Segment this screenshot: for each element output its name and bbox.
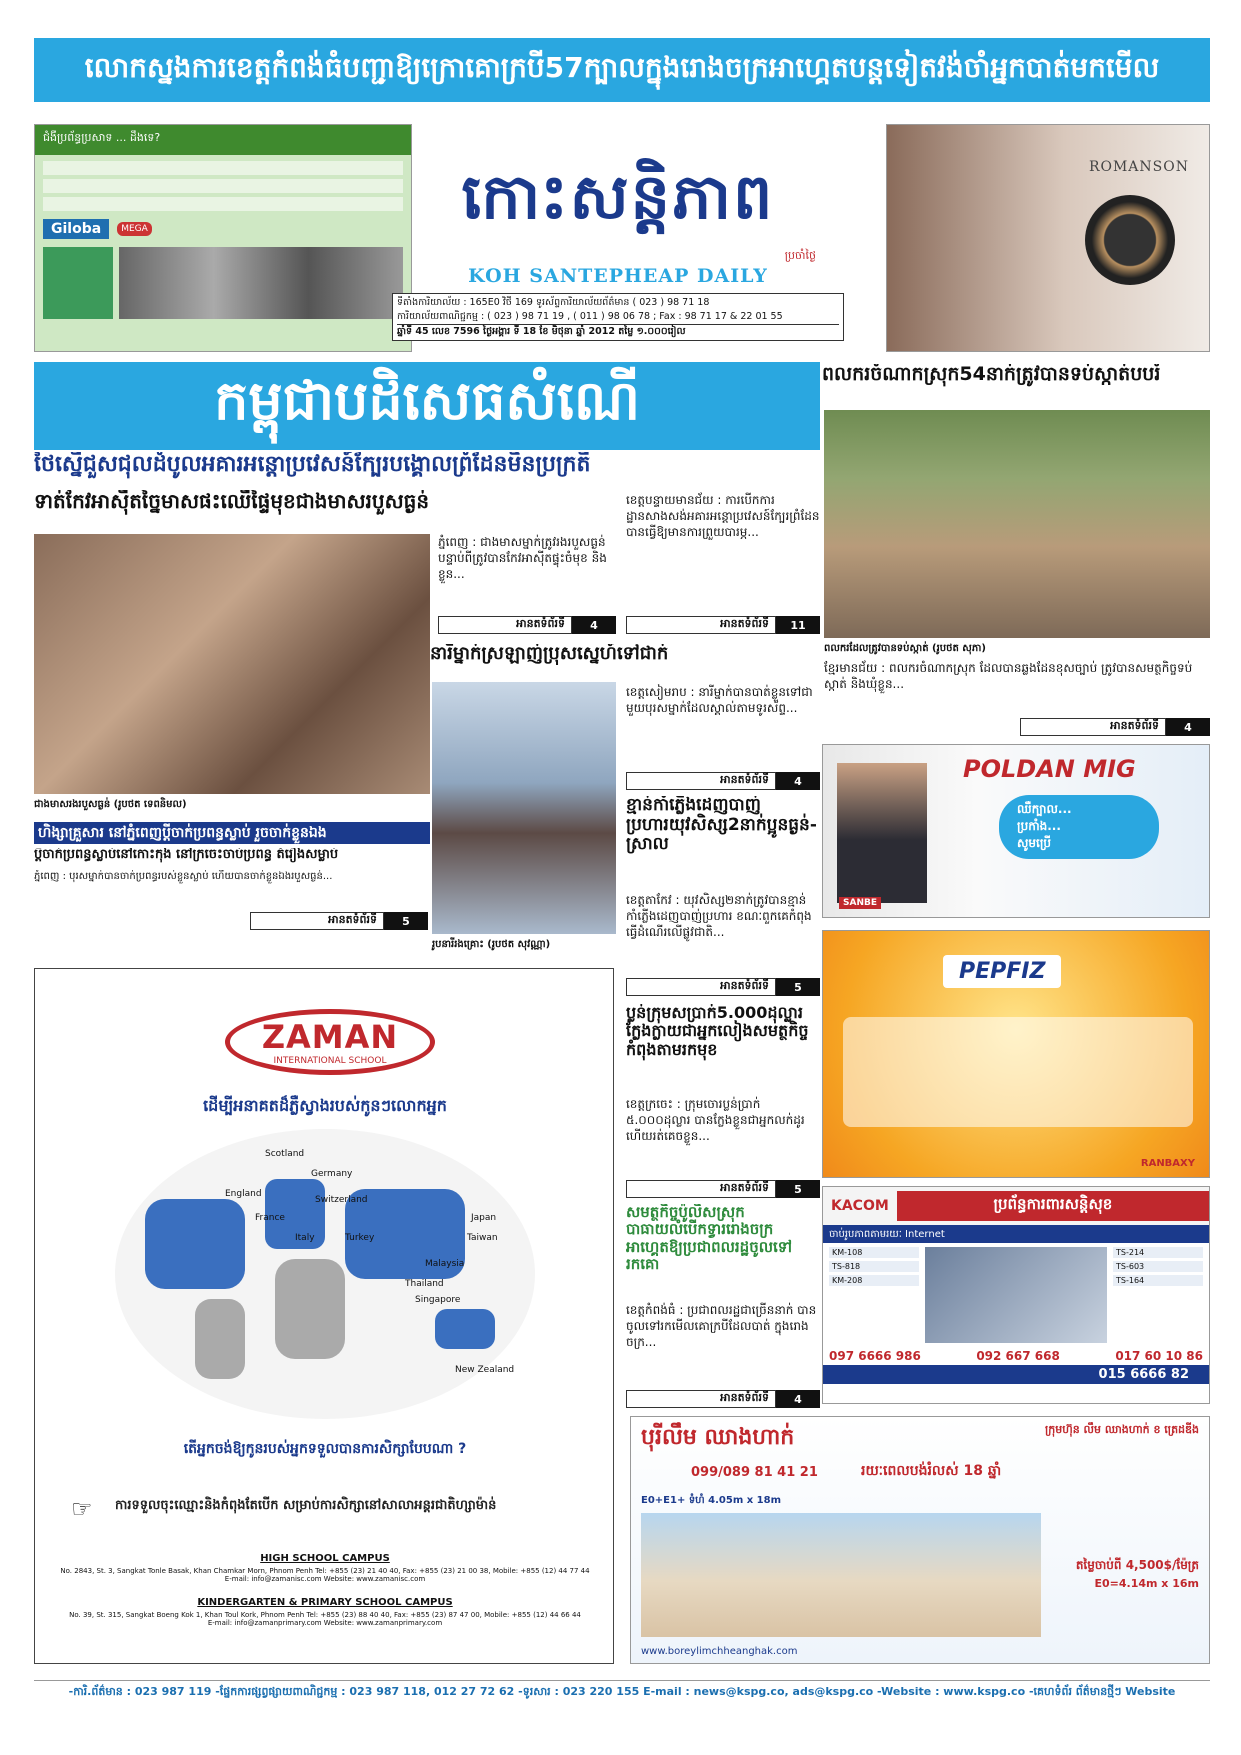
exclusive-subhead: ថៃស្នើជួសជុលដំបូលអគារអន្តោប្រវេសន៍ក្បែរបង្គោលព្រំដែនមិនប្រក្រតី <box>34 452 591 477</box>
map-label: Malaysia <box>425 1259 465 1269</box>
borey-size2: E0=4.14m x 16m <box>1094 1577 1199 1590</box>
masthead-info-line1: ទីតាំងការិយាល័យ : 165E0 វិថី 169 ទូរស័ព្ទការិយាល័យព័ត៌មាន ( 023 ) 98 71 18 <box>397 297 710 308</box>
borey-company: ក្រុមហ៊ុន លឹម ឈាងហាក់ ខ ត្រេដឌីង <box>1045 1423 1199 1436</box>
kacom-line: ចាប់រូបភាពតាមរយៈ Internet <box>823 1225 1209 1243</box>
poldan-brand: POLDAN MIG <box>963 755 1136 783</box>
zaman-campus2-title: KINDERGARTEN & PRIMARY SCHOOL CAMPUS <box>197 1597 453 1608</box>
kacom-model: TS-603 <box>1113 1261 1203 1272</box>
map-label: France <box>255 1213 285 1223</box>
zaman-campus1-mail: E-mail: info@zamanisc.com Website: www.zamanisc.com <box>224 1575 426 1583</box>
pointing-hand-icon: ☞ <box>71 1495 93 1523</box>
story-girl-caption: រូបនារីរងគ្រោះ (រូបថត សុវណ្ណា) <box>432 939 551 950</box>
pepfiz-product-panel <box>843 1017 1193 1127</box>
zaman-campus1-title: HIGH SCHOOL CAMPUS <box>260 1553 390 1564</box>
story-money-body: ខេត្តក្រចេះ : ក្រុមចោរប្លន់ប្រាក់ ៥.០០០ដុល្លារ បានក្លែងខ្លួនជាអ្នកលក់ដូរ ហើយរត់គេចខ្លួន... <box>626 1097 805 1144</box>
map-label: Turkey <box>345 1233 375 1243</box>
ad-giloba[interactable] <box>34 124 412 352</box>
kacom-brand: KACOM <box>831 1198 889 1214</box>
borey-website[interactable]: www.boreylimchheanghak.com <box>641 1646 798 1657</box>
story-money-headline: ប្លន់ក្រុមសប្រាក់5.000ដុល្លារ ក្លែងក្លាយជាអ្នកលៀងសមត្ថកិច្ចកំពុងតាមរកមុខ <box>626 1004 809 1059</box>
kacom-phone2: 092 667 668 <box>976 1349 1060 1363</box>
ad-giloba-brand: Giloba <box>43 219 109 239</box>
ad-kacom[interactable] <box>822 1186 1210 1404</box>
zaman-logo <box>225 1009 435 1075</box>
story-gang-body: ខេត្តតាកែវ : យុវសិស្ស២នាក់ត្រូវបានខ្មាន់កាំភ្លើងដេញបាញ់ប្រហារ ខណៈពួកគេកំពុងធ្វើដំណើរលើផ្លូវជាតិ... <box>626 893 812 940</box>
story-factory-pageref[interactable]: អានតទំព័រទី 4 <box>626 1390 820 1408</box>
map-africa <box>275 1259 345 1359</box>
masthead <box>390 118 846 360</box>
zaman-campus2-addr: No. 39, St. 315, Sangkat Boeng Kok 1, Khan Toul Kork, Phnom Penh Tel: +855 (23) 88 40 40, Fax: +855 (23) 87 47 00, Mobile: +855 (12) 44 66 44 <box>69 1611 581 1619</box>
zaman-cta: ការទទួលចុះឈ្មោះនិងកំពុងតែបើក សម្រាប់ការសិក្សានៅសាលាអន្តរជាតិហ្សាម៉ាន់ <box>115 1498 497 1513</box>
kacom-model: TS-214 <box>1113 1247 1203 1258</box>
kacom-model: TS-164 <box>1113 1275 1203 1286</box>
kacom-title: ប្រព័ន្ធការពារសន្តិសុខ <box>897 1191 1209 1221</box>
kacom-phone3: 017 60 10 86 <box>1115 1349 1203 1363</box>
borey-house-photo <box>641 1513 1041 1637</box>
ad-pepfiz[interactable] <box>822 930 1210 1178</box>
product-box-image <box>43 247 113 319</box>
story-girl-body: ខេត្តសៀមរាប : នារីម្នាក់បានបាត់ខ្លួនទៅជាមួយបុរសម្នាក់ដែលស្គាល់តាមទូរស័ព្ទ... <box>626 685 813 716</box>
footer-contact: -ការិ.ព័ត៌មាន : 023 987 119 -ផ្នែកការផ្សព្វផ្សាយពាណិជ្ជកម្ម : 023 987 118, 012 27 72 62 -ទូរសារ : 023 220 155 E-mail : news@kspg.co, ads@kspg.co -Website : www.kspg.co -គេហទំព័រ ព័ត៌មានថ្មីៗ Website <box>34 1680 1210 1704</box>
map-australia <box>435 1309 495 1349</box>
map-south-america <box>195 1299 245 1379</box>
map-label: Singapore <box>415 1295 461 1305</box>
masthead-issue-line: ឆ្នាំទី 45 លេខ 7596 ថ្ងៃអង្គារ ទី 18 ខែ មិថុនា ឆ្នាំ 2012 តម្លៃ ១.០០០រៀល <box>397 324 839 339</box>
ad-giloba-headline: ជំងឺប្រព័ន្ធប្រសាទ ... ដឹងទេ? <box>35 125 411 155</box>
kacom-model: TS-818 <box>829 1261 919 1272</box>
borey-phone: 099/089 81 41 21 <box>691 1465 818 1480</box>
watch-icon <box>1085 195 1175 285</box>
map-label: Italy <box>295 1233 315 1243</box>
story-husband-headline: ហិង្សាគ្រួសារ នៅភ្នំពេញប្តីចាក់ប្រពន្ធស្លាប់ រួចចាក់ខ្លួនឯង <box>34 822 430 844</box>
zaman-campus2-mail: E-mail: info@zamanprimary.com Website: www.zamanprimary.com <box>207 1619 443 1627</box>
kacom-model: KM-208 <box>829 1275 919 1286</box>
masthead-subtitle: ប្រចាំថ្ងៃ <box>784 249 816 262</box>
masthead-title: កោះសន្តិភាព <box>461 160 775 233</box>
kacom-camera-photo <box>925 1247 1107 1343</box>
zaman-arc-text: ដើម្បីអនាគតដ៏ភ្លឺស្វាងរបស់កូនៗលោកអ្នក <box>203 1096 447 1115</box>
story-migrant-headline: ពលករចំណាកស្រុក54នាក់ត្រូវបានទប់ស្កាត់បបរំ <box>822 364 1161 385</box>
masthead-info-line2: ការិយាល័យពាណិជ្ជកម្ម : ( 023 ) 98 71 19 , ( 011 ) 98 06 78 ; Fax : 98 71 17 & 22 01 55 <box>397 310 783 322</box>
zaman-question: តើអ្នកចង់ឱ្យកូនរបស់អ្នកទទួលបានការសិក្សាបែបណា ? <box>183 1441 467 1457</box>
zaman-sub: INTERNATIONAL SCHOOL <box>273 1056 387 1066</box>
pepfiz-maker: RANBAXY <box>1140 1158 1195 1169</box>
map-label: Thailand <box>405 1279 444 1289</box>
map-label: England <box>225 1189 262 1199</box>
exclusive-banner: កម្ពុជាបដិសេធសំណើ <box>34 362 820 450</box>
story-migrant-pageref[interactable]: អានតទំព័រទី 4 <box>1020 718 1210 736</box>
kacom-model: KM-108 <box>829 1247 919 1258</box>
ad-giloba-items <box>35 155 411 217</box>
borey-title: បុរីលឹម ឈាងហាក់ <box>641 1425 795 1450</box>
zaman-brand: ZAMAN <box>261 1018 399 1056</box>
story-husband-body: ភ្នំពេញ : បុរសម្នាក់បានចាក់ប្រពន្ធរបស់ខ្លួនស្លាប់ ហើយបានចាក់ខ្លួនឯងរបួសធ្ងន់... <box>34 871 333 882</box>
borey-price: តម្លៃចាប់ពី 4,500$/ម៉ែត្រ <box>1075 1558 1199 1572</box>
story-husband-pageref[interactable]: អានតទំព័រទី 5 <box>250 912 428 930</box>
story-girl-headline: នារីម្នាក់ស្រឡាញ់ប្រុសស្នេហ៍ទៅជាក់ <box>430 644 669 664</box>
ad-poldan-mig[interactable] <box>822 744 1210 918</box>
ad-giloba-badge: MEGA <box>117 222 152 236</box>
poldan-maker: SANBE <box>839 897 881 909</box>
ad-romanson-brand: ROMANSON <box>1088 159 1189 175</box>
story-acid-caption: ជាងមាសរងរបួសធ្ងន់ (រូបថត ទេពនិមល) <box>34 799 187 810</box>
story-migrant-photo[interactable] <box>824 410 1210 638</box>
story-border-body: ខេត្តបន្ទាយមានជ័យ : ការបើកការដ្ឋានសាងសង់អគារអន្តោប្រវេសន៍ក្បែរព្រំដែន បានធ្វើឱ្យមានការព្រួយបារម្ភ... <box>626 493 820 540</box>
story-migrant-body: ខ្មែរមានជ័យ : ពលករចំណាកស្រុក ដែលបានឆ្លងដែនខុសច្បាប់ ត្រូវបានសមត្ថកិច្ចទប់ស្កាត់ និងឃុំខ្លួន... <box>824 661 1193 692</box>
story-border-pageref[interactable]: អានតទំព័រទី 11 <box>626 616 820 634</box>
borey-size1: E0+E1+ ទំហំ 4.05m x 18m <box>641 1495 782 1506</box>
map-label: Germany <box>311 1169 353 1179</box>
story-acid-photo[interactable] <box>34 534 430 794</box>
story-money-pageref[interactable]: អានតទំព័រទី 5 <box>626 1180 820 1198</box>
top-banner: លោកស្នងការខេត្តកំពង់ធំបញ្ជាឱ្យក្រោគោក្របី57ក្បាលក្នុងរោងចក្រអាហ្គេតបន្តទៀតវង់ចាំអ្នកបាត់មកមើល <box>34 38 1210 102</box>
map-label: Japan <box>471 1213 497 1223</box>
story-acid-pageref[interactable]: អានតទំព័រទី 4 <box>438 616 616 634</box>
story-girl-photo[interactable] <box>432 682 616 934</box>
masthead-english-title: KOH SANTEPHEAP DAILY <box>468 265 768 287</box>
poldan-bubble: ឈឺក្បាល... ប្រកាំង... សូមប្រើ <box>999 795 1159 859</box>
ad-borey[interactable] <box>630 1416 1210 1664</box>
story-gang-pageref[interactable]: អានតទំព័រទី 5 <box>626 978 820 996</box>
people-photo <box>119 247 403 319</box>
ad-zaman[interactable] <box>34 968 614 1664</box>
story-factory-headline: សមត្ថកិច្ចប៉ូលិសស្រុកបាធាយលំបើកទ្វាររោងចក្រ អាហ្គេតឱ្យប្រជាពលរដ្ឋចូលទៅរកគោ <box>626 1204 793 1273</box>
zaman-campus1-addr: No. 2843, St. 3, Sangkat Tonle Basak, Khan Chamkar Morn, Phnom Penh Tel: +855 (23) 21 40 40, Fax: +855 (23) 21 00 38, Mobile: +855 (12) 44 77 44 <box>60 1567 590 1575</box>
map-label: Switzerland <box>315 1195 368 1205</box>
story-husband-headline2: ប្តីចាក់ប្រពន្ធស្លាប់នៅកោះកុង នៅក្រចេះចាប់ប្រពន្ធ តំរៀងសម្លាប់ <box>34 848 339 862</box>
world-map <box>115 1129 535 1419</box>
kacom-phone1: 097 6666 986 <box>829 1349 921 1363</box>
map-label: New Zealand <box>455 1365 515 1375</box>
borey-installments: រយៈពេលបង់រំលស់ 18 ឆ្នាំ <box>861 1463 1002 1479</box>
story-gang-headline: ខ្មាន់កាំភ្លើងដេញបាញ់ប្រហារយុវសិស្ស2នាក់ប្អូនធ្ងន់-ស្រាល <box>626 796 817 855</box>
story-migrant-caption: ពលករដែលត្រូវបានទប់ស្កាត់ (រូបថត សុភា) <box>824 643 986 654</box>
map-label: Scotland <box>265 1149 305 1159</box>
story-acid-headline: ទាត់កែវអាស៊ីតច្នៃមាសផះឈើផ្ទៃមុខជាងមាសរបួសធ្ងន់ <box>34 490 430 513</box>
story-girl-pageref[interactable]: អានតទំព័រទី 4 <box>626 772 820 790</box>
man-headache-photo <box>837 763 927 903</box>
story-acid-body: ភ្នំពេញ : ជាងមាសម្នាក់ត្រូវរងរបួសធ្ងន់ បន្ទាប់ពីត្រូវបានកែវអាស៊ីតផ្ទុះចំមុខ និងខ្លួន... <box>438 535 607 582</box>
kacom-phone4: 015 6666 82 <box>823 1365 1209 1384</box>
map-north-america <box>145 1199 245 1289</box>
story-factory-body: ខេត្តកំពង់ធំ : ប្រជាពលរដ្ឋជាច្រើននាក់ បានចូលទៅរកមើលគោក្របីដែលបាត់ ក្នុងរោងចក្រ... <box>626 1303 817 1350</box>
pepfiz-brand: PEPFIZ <box>943 955 1061 988</box>
map-label: Taiwan <box>467 1233 498 1243</box>
ad-romanson[interactable] <box>886 124 1210 352</box>
